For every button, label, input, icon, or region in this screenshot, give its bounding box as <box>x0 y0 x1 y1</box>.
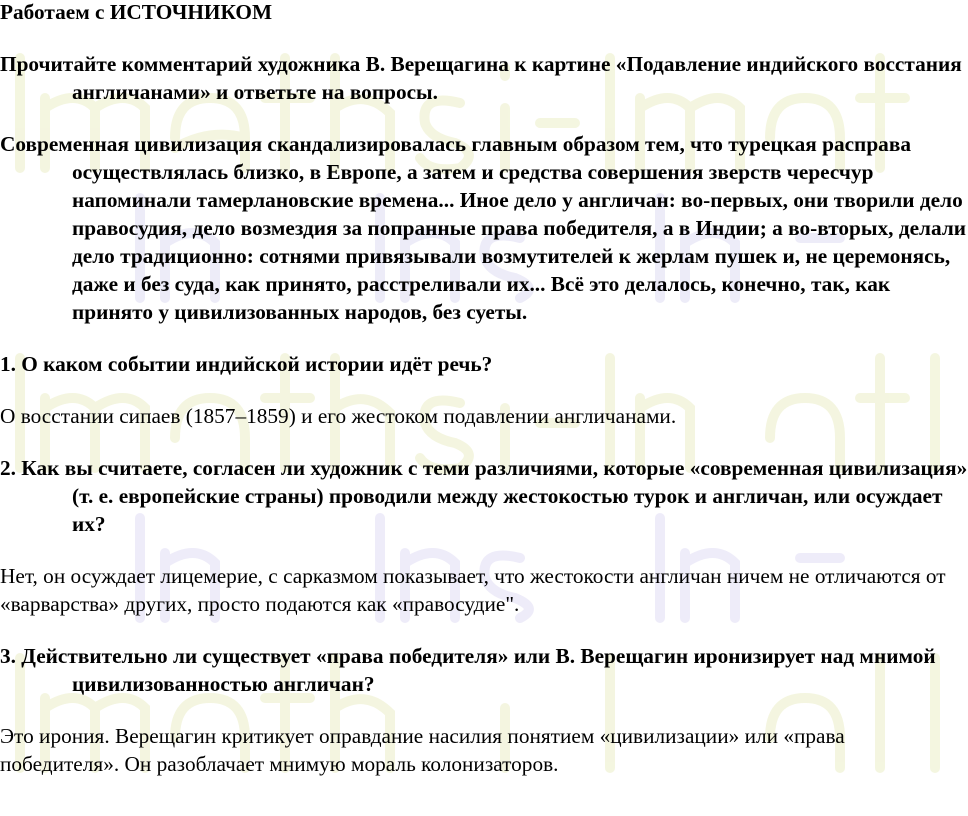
page-title: Работаем с ИСТОЧНИКОМ <box>0 0 273 24</box>
answer-1: О восстании сипаев (1857–1859) и его жестоком подавлении англичанами. <box>0 404 677 428</box>
question-1: 1. О каком событии индийской истории идёт речь? <box>0 352 493 376</box>
answer-3: Это ирония. Верещагин критикует оправдание насилия понятием «цивилизации» или «права победителя». Он разоблачает мнимую мораль колонизаторов. <box>0 724 845 776</box>
task-instruction: Прочитайте комментарий художника В. Верещагина к картине «Подавление индийского восстания англичанами» и ответьте на вопросы. <box>0 52 962 104</box>
question-2: 2. Как вы считаете, согласен ли художник с теми различиями, которые «современная цивилизация» (т. е. европейские страны) проводили между жестокостью турок и англичан, или осуждает их? <box>0 456 968 536</box>
question-3: 3. Действительно ли существует «права победителя» или В. Верещагин иронизирует над мнимой цивилизованностью англичан? <box>0 644 936 696</box>
answer-2: Нет, он осуждает лицемерие, с сарказмом показывает, что жестокости англичан ничем не отличаются от «варварства» других, просто подаются как «правосудие". <box>0 564 946 616</box>
source-quote: Современная цивилизация скандализировалась главным образом тем, что турецкая расправа осуществлялась близко, в Европе, а затем и средства совершения зверств чересчур напоминали тамерлановские времена... Иное дело у англичан: во-первых, они творили дело правосудия, дело возмездия за попранные права победителя, а в Индии; а во-вторых, делали дело традиционно: сотнями привязывали возмутителей к жерлам пушек и, не церемонясь, даже и без суда, как принято, расстреливали их... Всё это делалось, конечно, так, как принято у цивилизованных народов, без суеты. <box>0 132 967 324</box>
